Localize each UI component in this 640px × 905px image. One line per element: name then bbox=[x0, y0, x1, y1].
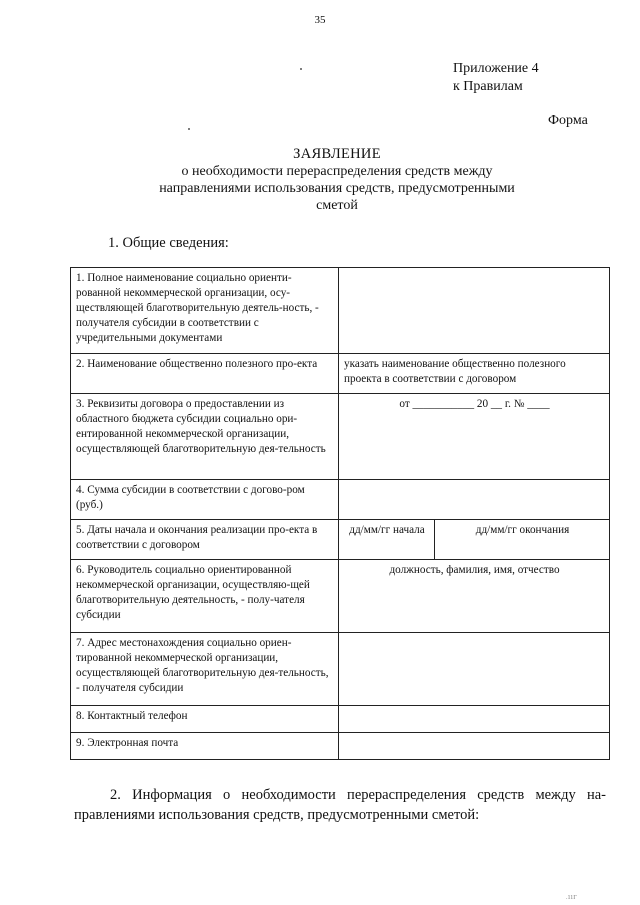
table-row bbox=[71, 394, 610, 480]
row-value[interactable] bbox=[339, 268, 610, 354]
row-label: 8. Контактный телефон bbox=[71, 706, 339, 733]
appendix-reference bbox=[453, 60, 539, 96]
table-row bbox=[71, 560, 610, 633]
row-value[interactable] bbox=[339, 480, 610, 520]
title-line-1: о необходимости перераспределения средств между bbox=[181, 164, 493, 179]
table-row bbox=[71, 706, 610, 733]
section-1-heading: 1. Общие сведения: bbox=[108, 235, 229, 251]
row-value[interactable] bbox=[339, 733, 610, 760]
scan-speck bbox=[300, 68, 302, 70]
table-row bbox=[71, 480, 610, 520]
document-title bbox=[120, 146, 554, 214]
table-row bbox=[71, 633, 610, 706]
row-label: 7. Адрес местонахождения социально ориен-тированной некоммерческой организации, осуществляющей благотворительную дея-тельность, - получателя субсидии bbox=[71, 633, 339, 706]
table-row bbox=[71, 354, 610, 394]
row-label: 4. Сумма субсидии в соответствии с догово-ром (руб.) bbox=[71, 480, 339, 520]
table-row bbox=[71, 733, 610, 760]
page-number: 35 bbox=[314, 14, 326, 26]
scan-speck bbox=[188, 128, 190, 130]
end-date-cell[interactable]: дд/мм/гг окончания bbox=[435, 520, 610, 560]
general-info-table bbox=[70, 267, 610, 760]
row-label: 1. Полное наименование социально ориенти-рованной некоммерческой организации, осу-ществляющей благотворительную деятель-ность, - получателя субсидии в соответствии с учредительными документами bbox=[71, 268, 339, 354]
row-value[interactable]: указать наименование общественно полезного проекта в соответствии с договором bbox=[339, 354, 610, 394]
row-value[interactable]: должность, фамилия, имя, отчество bbox=[339, 560, 610, 633]
row-value[interactable] bbox=[339, 706, 610, 733]
row-label: 9. Электронная почта bbox=[71, 733, 339, 760]
row-label: 6. Руководитель социально ориентированной некоммерческой организации, осуществляю-щей благотворительную деятельность, - полу-чателя субсидии bbox=[71, 560, 339, 633]
title-heading: ЗАЯВЛЕНИЕ bbox=[293, 146, 381, 162]
appendix-line-1: Приложение 4 bbox=[453, 61, 539, 76]
start-date-cell[interactable]: дд/мм/гг начала bbox=[339, 520, 435, 560]
row-label: 3. Реквизиты договора о предоставлении из областного бюджета субсидии социально ори-ентированной некоммерческой организации, осуществляющей благотворительную дея-тельность bbox=[71, 394, 339, 480]
title-line-2: направлениями использования средств, предусмотренными bbox=[159, 181, 515, 196]
row-label: 5. Даты начала и окончания реализации про-екта в соответствии с договором bbox=[71, 520, 339, 560]
table-row bbox=[71, 268, 610, 354]
form-label: Форма bbox=[548, 113, 588, 128]
footer-mark: .11Г bbox=[566, 895, 577, 901]
table-row bbox=[71, 520, 610, 560]
row-label: 2. Наименование общественно полезного про-екта bbox=[71, 354, 339, 394]
section-2-paragraph: 2. Информация о необходимости перераспределения средств между на-правлениями использования средств, предусмотренными сметой: bbox=[74, 787, 606, 823]
title-line-3: сметой bbox=[316, 198, 358, 213]
appendix-line-2: к Правилам bbox=[453, 79, 523, 94]
row-value[interactable]: от ___________ 20 __ г. № ____ bbox=[339, 394, 610, 480]
row-value[interactable] bbox=[339, 633, 610, 706]
